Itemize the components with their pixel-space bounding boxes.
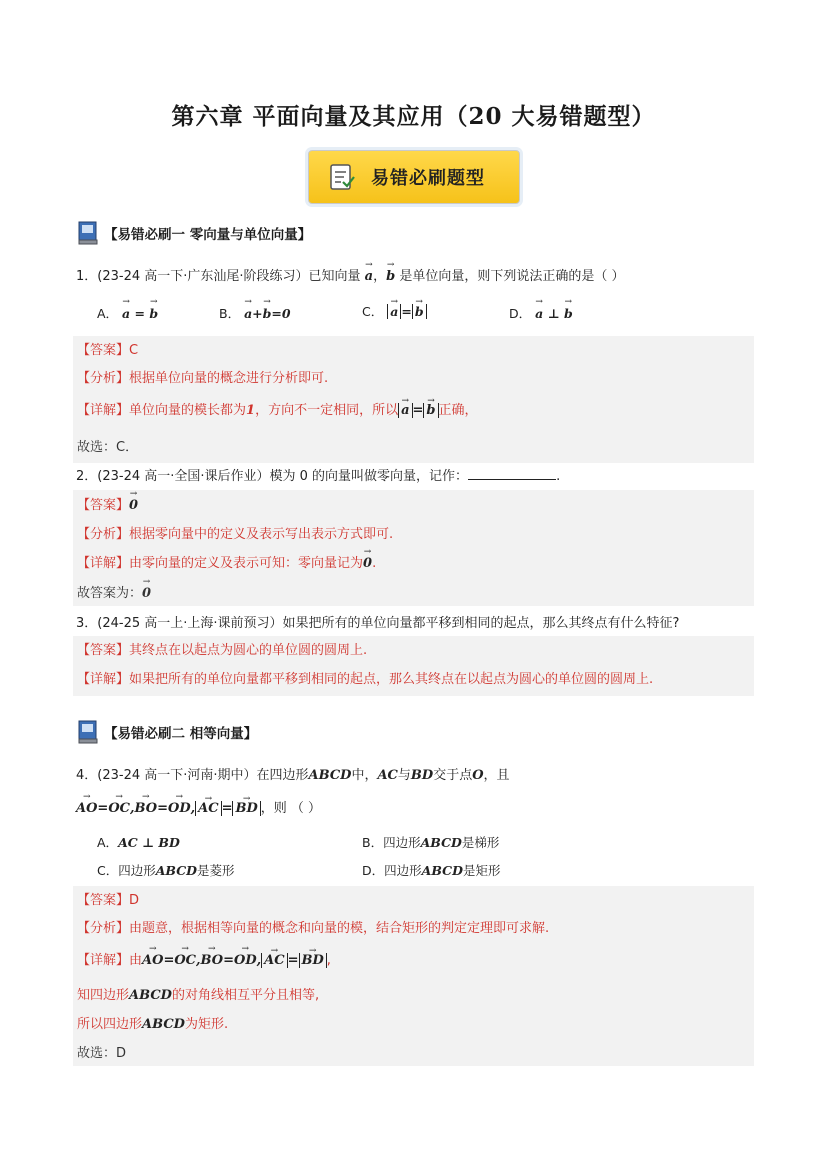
question-3-stem: 3．(24-25 高一上·上海·课前预习）如果把所有的单位向量都平移到相同的起点，那么其终点有什么特征? (76, 616, 680, 631)
question-2-stem: 2．(23-24 高一·全国·课后作业）模为 0 的向量叫做零向量，记作： . (76, 469, 561, 484)
q3-answer: 【答案】其终点在以起点为圆心的单位圆的圆周上. (77, 643, 368, 658)
q4-choice: 故选：D (77, 1046, 127, 1061)
q4-detail: 【详解】由→ AO=→ OC,→ BO=→ OD,→ AC =→ BD , (77, 949, 331, 968)
q1-solution-box (73, 336, 754, 463)
q4-solution-box (73, 886, 754, 1066)
question-1-stem: 1．(23-24 高一下·广东汕尾·阶段练习）已知向量 → a，→ b 是单位向量，则下列说法正确的是（ ） (76, 265, 624, 284)
question-4-stem: 4．(23-24 高一下·河南·期中）在四边形ABCD中，AC与BD交于点O，且 (76, 768, 510, 783)
q2-answer: 【答案】→ 0 (77, 494, 138, 513)
q2-final: 故答案为：→ 0 (77, 582, 151, 601)
q2-detail: 【详解】由零向量的定义及表示可知：零向量记为→ 0. (77, 552, 376, 571)
banner (308, 150, 520, 204)
q1-option-c: C． → a =→ b (362, 302, 427, 320)
q4-option-a: A．AC ⊥ BD (97, 835, 180, 850)
q4-answer: 【答案】D (77, 893, 140, 908)
section-label: 【易错必刷二 相等向量】 (104, 726, 258, 742)
q4-analysis: 【分析】由题意，根据相等向量的概念和向量的模，结合矩形的判定定理即可求解. (77, 921, 550, 936)
section-label: 【易错必刷一 零向量与单位向量】 (104, 227, 312, 243)
book-icon (76, 719, 100, 745)
book-icon (76, 220, 100, 246)
q4-line2: 知四边形ABCD的对角线相互平分且相等, (77, 988, 320, 1003)
q1-option-a: A． → a = → b (97, 304, 158, 322)
section-heading (76, 718, 257, 746)
page-title: 第六章 平面向量及其应用（20 大易错题型） (171, 103, 656, 130)
q3-detail: 【详解】如果把所有的单位向量都平移到相同的起点，那么其终点在以起点为圆心的单位圆的圆周上. (77, 672, 654, 687)
q1-answer: 【答案】C (77, 343, 139, 358)
clipboard-icon (327, 162, 357, 192)
q3-solution-box (73, 636, 754, 696)
q4-line3: 所以四边形ABCD为矩形. (77, 1017, 229, 1032)
q1-choice: 故选：C． (77, 440, 139, 455)
q2-solution-box (73, 490, 754, 606)
section-heading (76, 219, 311, 247)
q1-option-b: B． → a+→ b=0 (219, 304, 291, 322)
q1-detail: 【详解】单位向量的模长都为1，方向不一定相同，所以→ a =→ b 正确， (77, 399, 478, 418)
question-4-condition: → AO=→ OC,→ BO=→ OD,→ AC =→ BD ，则 （ ） (76, 797, 321, 816)
q4-option-c: C．四边形ABCD是菱形 (97, 863, 235, 878)
q2-analysis: 【分析】根据零向量中的定义及表示写出表示方式即可. (77, 527, 394, 542)
q4-option-d: D．四边形ABCD是矩形 (362, 863, 501, 878)
q1-option-d: D． → a ⊥ → b (509, 304, 573, 322)
q4-option-b: B．四边形ABCD是梯形 (362, 835, 500, 850)
banner-text: 易错必刷题型 (371, 168, 485, 189)
q1-analysis: 【分析】根据单位向量的概念进行分析即可. (77, 371, 329, 386)
